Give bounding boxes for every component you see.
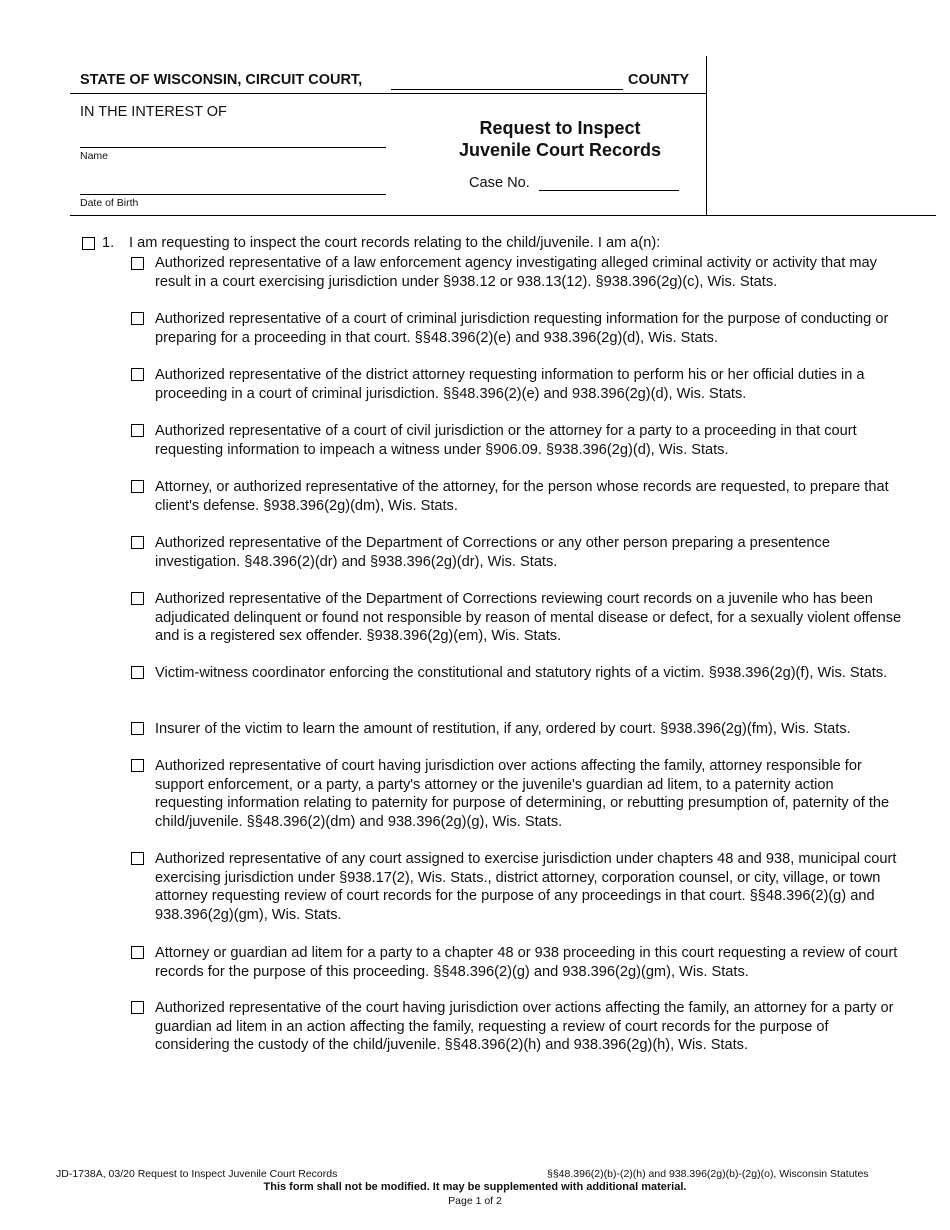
option-text-guardian-ad-litem: Attorney or guardian ad litem for a party to a chapter 48 or 938 proceeding in this court requesting a review of court records for the purpose of this proceeding. §§48.396(2)(g) and 938.396(2g)(gm), Wis. Stats. xyxy=(155,945,898,980)
option-text-district-attorney: Authorized representative of the district attorney requesting information to perform his or her official duties in a proceeding in a court of criminal jurisdiction. §§48.396(2)(e) and 938.396(2g)(d), Wis. Stats. xyxy=(155,367,865,402)
option-checkbox-family-custody[interactable] xyxy=(131,1001,144,1014)
footer-form-id: JD-1738A, 03/20 Request to Inspect Juvenile Court Records xyxy=(56,1168,338,1180)
court-prefix: STATE OF WISCONSIN, CIRCUIT COURT, xyxy=(80,72,363,88)
item-1-number: 1. xyxy=(102,235,115,251)
option-checkbox-district-attorney[interactable] xyxy=(131,368,144,381)
in-interest-of-label: IN THE INTEREST OF xyxy=(80,104,227,120)
option-checkbox-criminal-court[interactable] xyxy=(131,312,144,325)
option-text-victim-witness: Victim-witness coordinator enforcing the constitutional and statutory rights of a victim. §938.396(2g)(f), Wis. Stats. xyxy=(155,665,888,681)
option-text-civil-court: Authorized representative of a court of civil jurisdiction or the attorney for a party to a proceeding in that court requesting information to impeach a witness under §906.09. §938.396(2g)(d), Wis. Stats. xyxy=(155,423,857,458)
county-label: COUNTY xyxy=(628,72,690,88)
option-checkbox-presentence[interactable] xyxy=(131,536,144,549)
county-field[interactable] xyxy=(391,72,623,90)
footer-statutes: §§48.396(2)(b)-(2)(h) and 938.396(2g)(b)-(2g)(o), Wisconsin Statutes xyxy=(547,1168,869,1180)
option-checkbox-law-enforcement[interactable] xyxy=(131,257,144,270)
case-no-label: Case No. xyxy=(469,175,530,191)
option-checkbox-civil-court[interactable] xyxy=(131,424,144,437)
form-title-line2: Juvenile Court Records xyxy=(458,140,662,160)
item-1-intro: I am requesting to inspect the court records relating to the child/juvenile. I am a(n): xyxy=(129,235,661,251)
case-no-field[interactable] xyxy=(539,175,679,191)
option-text-insurer: Insurer of the victim to learn the amount of restitution, if any, ordered by court. §938.396(2g)(fm), Wis. Stats. xyxy=(155,721,851,737)
name-field[interactable] xyxy=(80,128,386,148)
option-text-paternity: Authorized representative of court having jurisdiction over actions affecting the family, attorney responsible for support enforcement, or a party, a party's attorney or the juvenile's guardian ad litem, to a paternity action requesting information relating to paternity for purpose of determining, or rebutting presumption of, paternity of the child/juvenile. §§48.396(2)(dm) and 938.396(2g)(g), Wis. Stats. xyxy=(155,758,890,830)
county-row-rule xyxy=(70,93,706,94)
option-text-criminal-court: Authorized representative of a court of criminal jurisdiction requesting information for the purpose of conducting or preparing for a proceeding in that court. §§48.396(2)(e) and 938.396(2g)(d), Wis. Stats. xyxy=(155,311,889,346)
option-text-law-enforcement: Authorized representative of a law enforcement agency investigating alleged criminal activity or activity that may result in a court exercising jurisdiction under §938.12 or 938.13(12). §938.396(2g)(c), Wis. Stats. xyxy=(155,255,877,290)
option-text-corrections-sex-offender: Authorized representative of the Department of Corrections reviewing court records on a juvenile who has been adjudicated delinquent or found not responsible by reason of mental disease or defect, for a sexually violent offense and is a registered sex offender. §938.396(2g)(em), Wis. Stats. xyxy=(155,591,902,645)
option-checkbox-paternity[interactable] xyxy=(131,759,144,772)
option-checkbox-court-chapters-48-938[interactable] xyxy=(131,852,144,865)
name-label: Name xyxy=(80,150,109,162)
footer-page-number: Page 1 of 2 xyxy=(448,1195,502,1207)
option-text-court-chapters-48-938: Authorized representative of any court assigned to exercise jurisdiction under chapters 48 and 938, municipal court exercising jurisdiction under §938.17(2), Wis. Stats., district attorney, corporation counsel, or city, village, or town attorney requesting review of court records for the purpose of any proceedings in that court. §§48.396(2)(g) and 938.396(2g)(gm), Wis. Stats. xyxy=(155,851,897,923)
dob-label: Date of Birth xyxy=(80,197,139,209)
option-text-family-custody: Authorized representative of the court having jurisdiction over actions affecting the family, an attorney for a party or guardian ad litem in an action affecting the family, requesting a review of court records for the purpose of considering the custody of the child/juvenile. §§48.396(2)(h) and 938.396(2g)(h), Wis. Stats. xyxy=(155,1000,894,1054)
form-title-line1: Request to Inspect xyxy=(479,118,641,138)
option-checkbox-guardian-ad-litem[interactable] xyxy=(131,946,144,959)
option-checkbox-corrections-sex-offender[interactable] xyxy=(131,592,144,605)
item-1-checkbox[interactable] xyxy=(82,237,95,250)
footer-notice: This form shall not be modified. It may be supplemented with additional material. xyxy=(263,1181,687,1193)
option-checkbox-defense-attorney[interactable] xyxy=(131,480,144,493)
option-text-presentence: Authorized representative of the Department of Corrections or any other person preparing a presentence investigation. §48.396(2)(dr) and §938.396(2g)(dr), Wis. Stats. xyxy=(155,535,830,570)
option-text-defense-attorney: Attorney, or authorized representative of the attorney, for the person whose records are requested, to prepare that client's defense. §938.396(2g)(dm), Wis. Stats. xyxy=(155,479,889,514)
dob-field[interactable] xyxy=(80,176,386,195)
option-checkbox-insurer[interactable] xyxy=(131,722,144,735)
option-checkbox-victim-witness[interactable] xyxy=(131,666,144,679)
form-title xyxy=(410,117,710,161)
header-bottom-rule xyxy=(70,215,936,216)
